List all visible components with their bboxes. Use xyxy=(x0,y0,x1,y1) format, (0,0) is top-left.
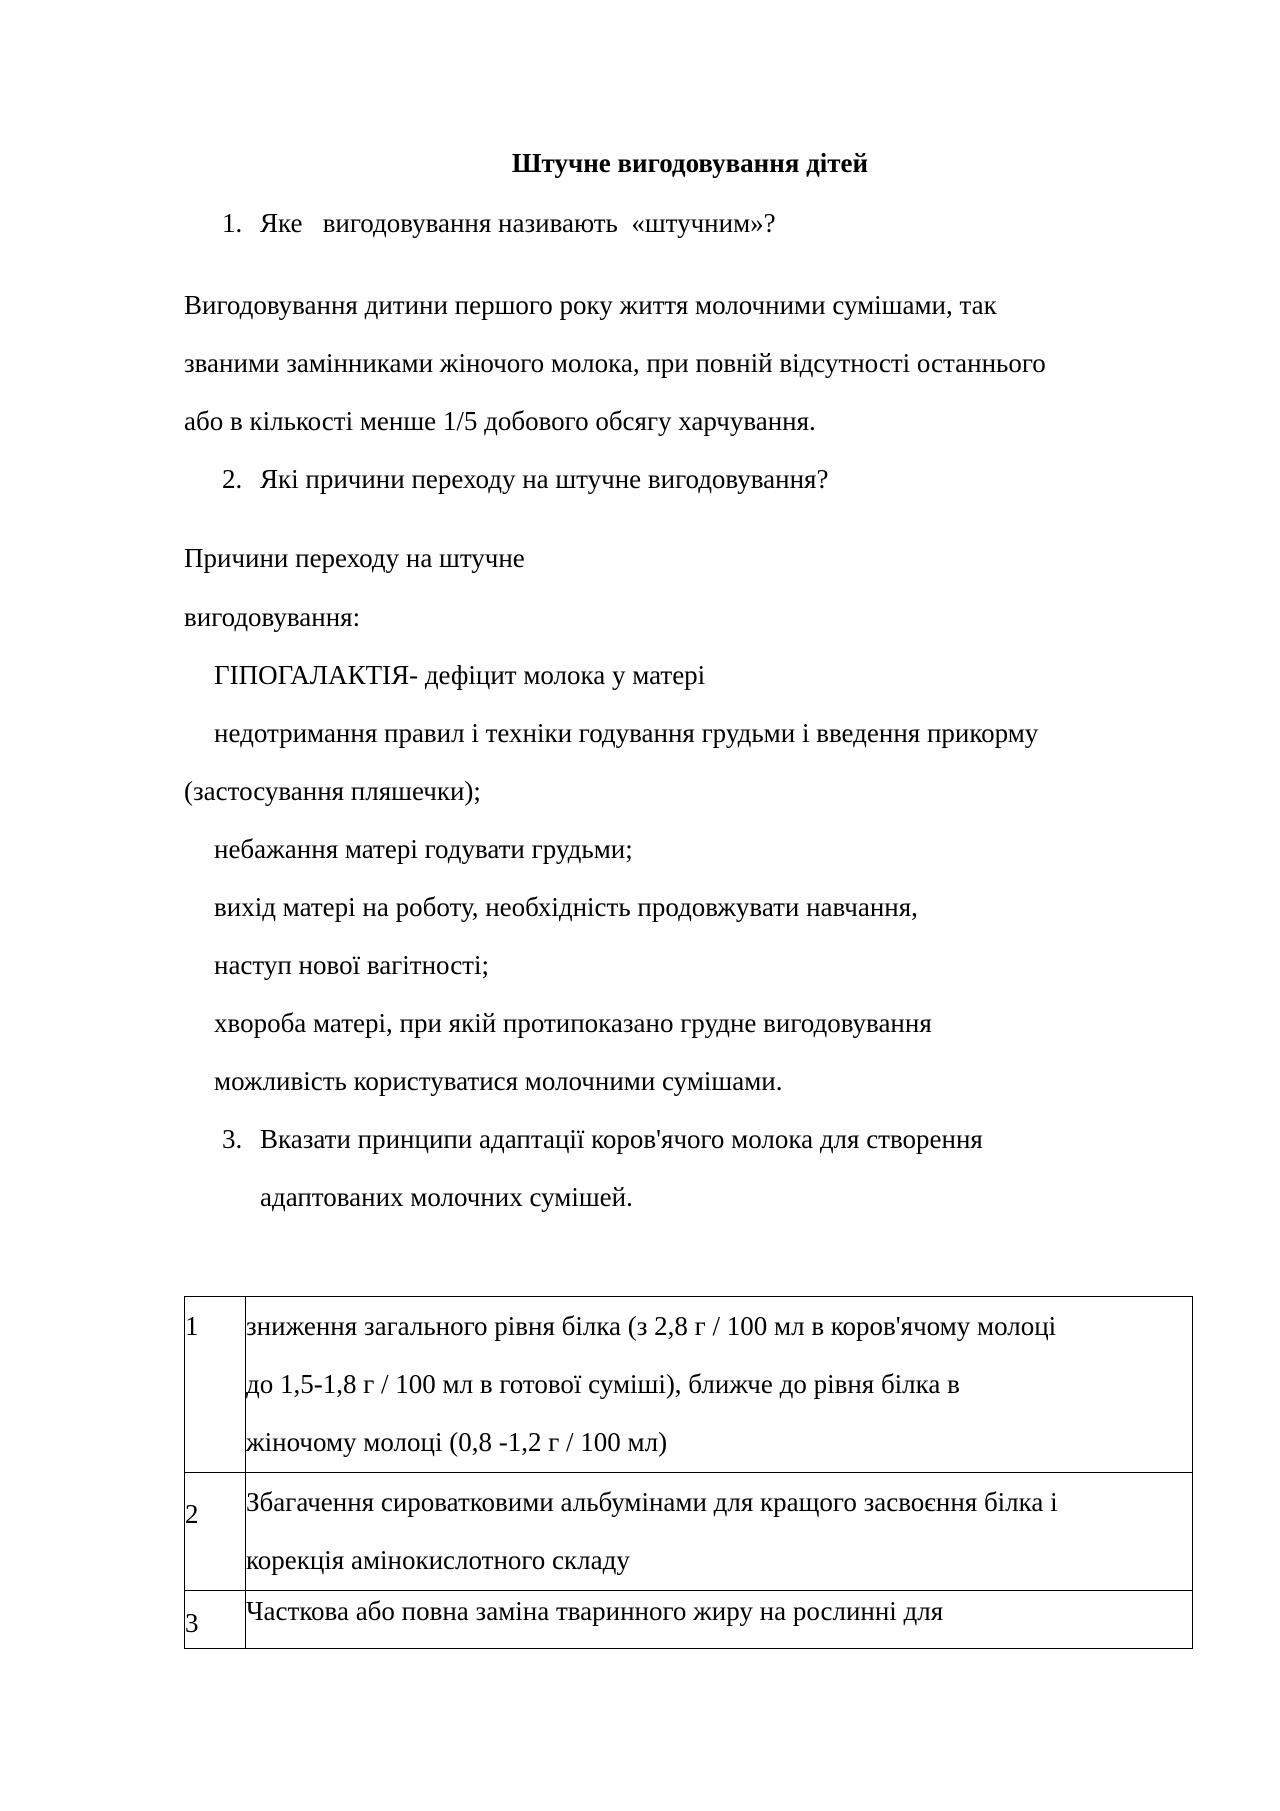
answer-2-intro-line-2: вигодовування: xyxy=(184,602,361,632)
answer-1-line-3: або в кількості менше 1/5 добового обсягу харчування. xyxy=(184,406,816,436)
cause-item-technique-cont: (застосування пляшечки); xyxy=(184,776,481,806)
table-row-line: жіночому молоці (0,8 -1,2 г / 100 мл) xyxy=(246,1427,668,1457)
table-row-line: корекція амінокислотного складу xyxy=(246,1545,630,1575)
question-3-number: 3. xyxy=(222,1124,243,1154)
question-1 xyxy=(222,210,776,237)
table-row-line: зниження загального рівня білка (з 2,8 г / 100 мл в коров'ячому молоці xyxy=(246,1311,1057,1341)
table-row-text xyxy=(246,1297,1193,1473)
question-2-text: Які причини переходу на штучне вигодовування? xyxy=(260,464,829,494)
question-3-text-line-1: Вказати принципи адаптації коров'ячого молока для створення xyxy=(260,1124,983,1154)
adaptation-principles-table xyxy=(184,1296,1193,1649)
cause-item-formula: можливість користуватися молочними сумішами. xyxy=(214,1066,783,1096)
table-row xyxy=(185,1297,1193,1473)
table-row-number: 2 xyxy=(185,1473,246,1591)
cause-item-technique: недотримання правил і техніки годування грудьми і введення прикорму xyxy=(214,718,1039,748)
answer-1-line-2: званими замінниками жіночого молока, при повній відсутності останнього xyxy=(184,348,1046,378)
table-row-line: до 1,5-1,8 г / 100 мл в готової суміші), ближче до рівня білка в xyxy=(246,1369,960,1399)
question-1-number: 1. xyxy=(222,208,243,238)
table-row-line: Часткова або повна заміна тваринного жиру на рослинні для xyxy=(246,1596,944,1626)
table-row-number: 1 xyxy=(185,1297,246,1473)
question-2-number: 2. xyxy=(222,464,243,494)
table-row xyxy=(185,1591,1193,1649)
table-row-line: Збагачення сироватковими альбумінами для кращого засвоєння білка і xyxy=(246,1487,1058,1517)
cause-item-work: вихід матері на роботу, необхідність продовжувати навчання, xyxy=(214,892,918,922)
table-row-text xyxy=(246,1473,1193,1591)
cause-item-unwillingness: небажання матері годувати грудьми; xyxy=(214,834,633,864)
cause-item-pregnancy: наступ нової вагітності; xyxy=(214,950,489,980)
answer-1-line-1: Вигодовування дитини першого року життя молочними сумішами, так xyxy=(184,290,997,320)
cause-item-hypogalactia: ГІПОГАЛАКТІЯ- дефіцит молока у матері xyxy=(214,660,706,690)
question-3-text-line-2: адаптованих молочних сумішей. xyxy=(260,1182,633,1212)
document-title: Штучне вигодовування дітей xyxy=(511,148,869,178)
table-row-text xyxy=(246,1591,1193,1649)
question-3 xyxy=(222,1126,983,1153)
cause-item-illness: хвороба матері, при якій протипоказано грудне вигодовування xyxy=(214,1008,932,1038)
question-1-text: Яке вигодовування називають «штучним»? xyxy=(260,208,776,238)
question-2 xyxy=(222,466,828,493)
table-row-number: 3 xyxy=(185,1591,246,1649)
answer-2-intro-line-1: Причини переходу на штучне xyxy=(184,543,525,573)
table-row xyxy=(185,1473,1193,1591)
